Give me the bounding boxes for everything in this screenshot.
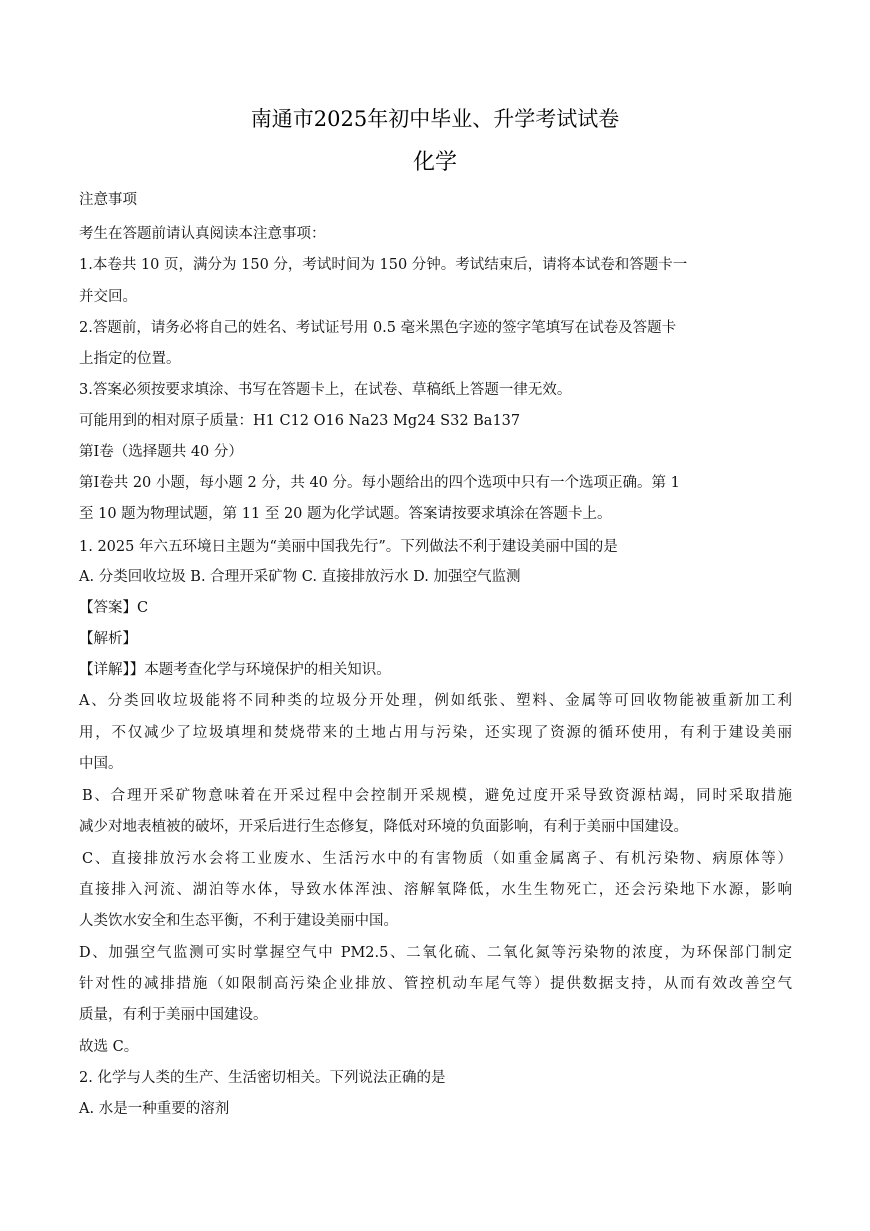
explanation-b: B、合理开采矿物意味着在开采过程中会控制开采规模，避免过度开采导致资源枯竭，同时采取措施 <box>82 788 792 804</box>
notice-item-2-cont: 上指定的位置。 <box>79 351 181 367</box>
section-desc: 第Ⅰ卷共 20 小题，每小题 2 分，共 40 分。每小题给出的四个选项中只有一个选项正确。第 1 <box>79 475 680 491</box>
explanation-b-cont: 减少对地表植被的破坏，开采后进行生态修复，降低对环境的负面影响，有利于美丽中国建设。 <box>79 819 688 835</box>
explanation-c-end: 人类饮水安全和生态平衡，不利于建设美丽中国。 <box>79 913 398 929</box>
atomic-mass-line: 可能用到的相对原子质量：H1 C12 O16 Na23 Mg24 S32 Ba137 <box>79 413 521 429</box>
explanation-d: D、加强空气监测可实时掌握空气中 PM2.5、二氧化硫、二氧化氮等污染物的浓度，为环保部门制定 <box>79 945 792 961</box>
explanation-a: A、分类回收垃圾能将不同种类的垃圾分开处理，例如纸张、塑料、金属等可回收物能被重新加工利 <box>79 693 792 709</box>
exam-title: 南通市2025年初中毕业、升学考试试卷 <box>250 107 620 131</box>
notice-item-1-cont: 并交回。 <box>79 289 137 305</box>
explanation-d-end: 质量，有利于美丽中国建设。 <box>79 1007 268 1023</box>
analysis-label: 【解析】 <box>79 631 137 647</box>
notice-item-1: 1.本卷共 10 页，满分为 150 分，考试时间为 150 分钟。考试结束后，请将本试卷和答题卡一 <box>79 257 688 273</box>
section-heading: 第Ⅰ卷（选择题共 40 分） <box>79 444 243 460</box>
question-2-option-a: A. 水是一种重要的溶剂 <box>79 1101 230 1117</box>
explanation-c-cont: 直接排入河流、湖泊等水体，导致水体浑浊、溶解氧降低，水生生物死亡，还会污染地下水源，影响 <box>79 882 792 898</box>
explanation-a-end: 中国。 <box>79 756 123 772</box>
notice-heading: 注意事项 <box>79 192 137 208</box>
section-desc-cont: 至 10 题为物理试题，第 11 至 20 题为化学试题。答案请按要求填涂在答题卡上。 <box>79 506 612 522</box>
notice-intro: 考生在答题前请认真阅读本注意事项： <box>79 226 326 242</box>
question-1: 1. 2025 年六五环境日主题为“美丽中国我先行”。下列做法不利于建设美丽中国的是 <box>79 539 618 555</box>
notice-item-2: 2.答题前，请务必将自己的姓名、考试证号用 0.5 毫米黑色字迹的签字笔填写在试卷及答题卡 <box>79 320 677 336</box>
answer-label: 【答案】C <box>79 600 149 616</box>
detail-label: 【详解】】本题考查化学与环境保护的相关知识。 <box>79 662 391 678</box>
subject-title: 化学 <box>412 150 457 175</box>
question-2: 2. 化学与人类的生产、生活密切相关。下列说法正确的是 <box>79 1070 446 1086</box>
explanation-a-cont: 用，不仅减少了垃圾填埋和焚烧带来的土地占用与污染，还实现了资源的循环使用，有利于建设美丽 <box>79 725 792 741</box>
explanation-d-cont: 针对性的减排措施（如限制高污染企业排放、管控机动车尾气等）提供数据支持，从而有效改善空气 <box>79 976 792 992</box>
explanation-c: C、直接排放污水会将工业废水、生活污水中的有害物质（如重金属离子、有机污染物、病原体等） <box>82 851 792 867</box>
final-choice: 故选 C。 <box>79 1039 139 1055</box>
question-1-options: A. 分类回收垃圾 B. 合理开采矿物 C. 直接排放污水 D. 加强空气监测 <box>79 569 521 585</box>
notice-item-3: 3.答案必须按要求填涂、书写在答题卡上，在试卷、草稿纸上答题一律无效。 <box>79 382 572 398</box>
